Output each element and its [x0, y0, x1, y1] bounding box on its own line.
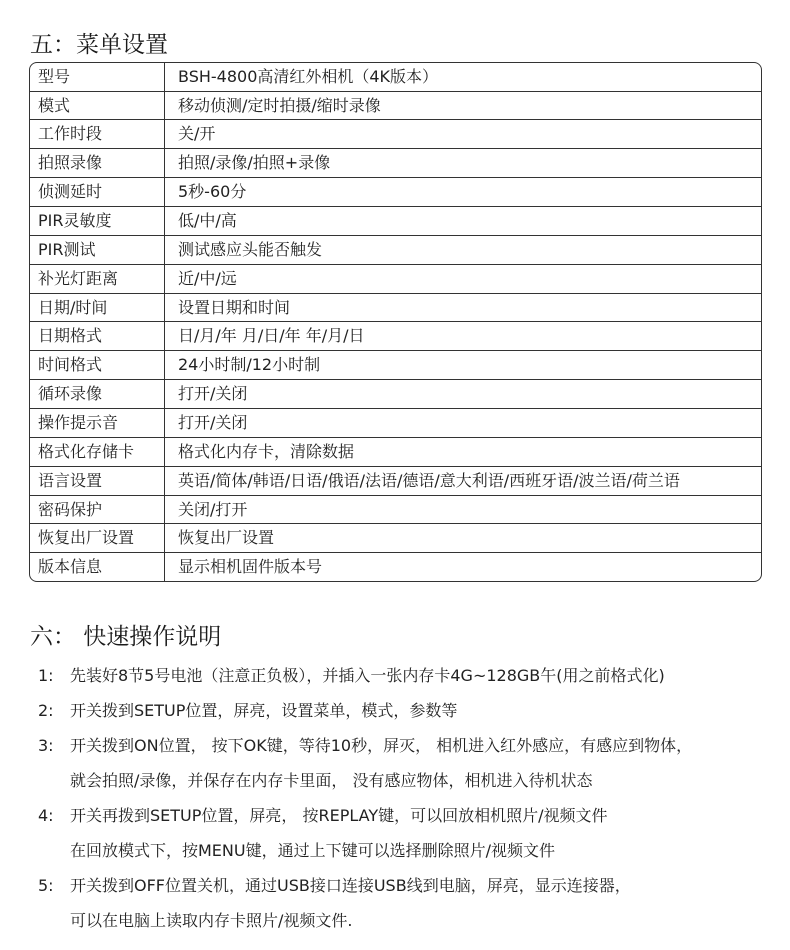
- menu-settings-table: [29, 62, 762, 582]
- setting-options: 恢复出厂设置: [165, 524, 762, 553]
- table-row: [30, 120, 761, 149]
- setting-options: 设置日期和时间: [165, 293, 762, 322]
- setting-options: 5秒-60分: [165, 178, 762, 207]
- setting-name: 版本信息: [30, 553, 165, 581]
- setting-options: 关/开: [165, 120, 762, 149]
- setting-name: PIR测试: [30, 235, 165, 264]
- setting-options: 打开/关闭: [165, 409, 762, 438]
- setting-name: 语言设置: [30, 466, 165, 495]
- step-line: [38, 839, 778, 874]
- step-number: 1:: [38, 666, 54, 685]
- step-number: 3:: [38, 736, 54, 755]
- step-number: 5:: [38, 876, 54, 895]
- setting-name: 日期/时间: [30, 293, 165, 322]
- setting-name: 循环录像: [30, 380, 165, 409]
- step-line: [38, 699, 778, 734]
- setting-name: 恢复出厂设置: [30, 524, 165, 553]
- table-row: [30, 91, 761, 120]
- setting-options: 显示相机固件版本号: [178, 557, 323, 577]
- table-row: [30, 264, 761, 293]
- setting-name: 侦测延时: [30, 178, 165, 207]
- step-number: 4:: [38, 806, 54, 825]
- quick-operation-title: 六： 快速操作说明: [30, 624, 222, 650]
- setting-options: 拍照/录像/拍照+录像: [165, 149, 762, 178]
- table-row: [30, 409, 761, 438]
- table-row: [30, 553, 761, 581]
- setting-name: 工作时段: [30, 120, 165, 149]
- table-row: [30, 235, 761, 264]
- step-text: 先装好8节5号电池（注意正负极），并插入一张内存卡4G~128GB午(用之前格式化): [70, 666, 665, 685]
- setting-name: 日期格式: [30, 322, 165, 351]
- table-row: [30, 63, 761, 91]
- setting-options: 打开/关闭: [165, 380, 762, 409]
- setting-name: PIR灵敏度: [30, 207, 165, 236]
- quick-operation-steps: [38, 664, 778, 944]
- setting-name: 补光灯距离: [30, 264, 165, 293]
- table-row: [30, 380, 761, 409]
- step-text: 开关拨到SETUP位置，屏亮，设置菜单，模式，参数等: [70, 701, 458, 720]
- step-line: [38, 664, 778, 699]
- table-row: [30, 437, 761, 466]
- table-row: [30, 178, 761, 207]
- setting-options: 日/月/年 月/日/年 年/月/日: [165, 322, 762, 351]
- step-text: 开关拨到ON位置， 按下OK键，等待10秒，屏灭， 相机进入红外感应，有感应到物体，: [70, 736, 693, 755]
- step-line: [38, 769, 778, 804]
- step-text: 在回放模式下，按MENU键，通过上下键可以选择删除照片/视频文件: [70, 841, 555, 860]
- menu-settings-title: 五：菜单设置: [30, 32, 168, 58]
- step-line: [38, 734, 778, 769]
- step-line: [38, 874, 778, 909]
- table-row: [30, 524, 761, 553]
- step-text: 开关再拨到SETUP位置，屏亮， 按REPLAY键，可以回放相机照片/视频文件: [70, 806, 608, 825]
- setting-options: 移动侦测/定时拍摄/缩时录像: [165, 91, 762, 120]
- setting-options: 24小时制/12小时制: [165, 351, 762, 380]
- setting-name: 型号: [30, 63, 165, 91]
- setting-name: 拍照录像: [30, 149, 165, 178]
- setting-options: 低/中/高: [165, 207, 762, 236]
- table-row: [30, 322, 761, 351]
- setting-options: 英语/简体/韩语/日语/俄语/法语/德语/意大利语/西班牙语/波兰语/荷兰语: [165, 466, 762, 495]
- step-line: [38, 909, 778, 944]
- table-row: [30, 466, 761, 495]
- table-row: [30, 149, 761, 178]
- step-number: 2:: [38, 701, 54, 720]
- step-text: 就会拍照/录像，并保存在内存卡里面， 没有感应物体，相机进入待机状态: [70, 771, 593, 790]
- setting-name: 格式化存储卡: [30, 437, 165, 466]
- setting-name: 密码保护: [30, 495, 165, 524]
- step-text: 可以在电脑上读取内存卡照片/视频文件.: [70, 911, 353, 930]
- setting-options: 测试感应头能否触发: [165, 235, 762, 264]
- setting-options: 格式化内存卡，清除数据: [165, 437, 762, 466]
- table-row: [30, 293, 761, 322]
- setting-name: 模式: [30, 91, 165, 120]
- setting-options: 近/中/远: [165, 264, 762, 293]
- table-row: [30, 495, 761, 524]
- step-line: [38, 804, 778, 839]
- setting-name: 操作提示音: [30, 409, 165, 438]
- setting-options: BSH-4800高清红外相机（4K版本）: [165, 63, 762, 91]
- table-row: [30, 207, 761, 236]
- setting-name: 时间格式: [30, 351, 165, 380]
- table-row: [30, 351, 761, 380]
- step-text: 开关拨到OFF位置关机，通过USB接口连接USB线到电脑，屏亮，显示连接器，: [70, 876, 631, 895]
- setting-options: 关闭/打开: [165, 495, 762, 524]
